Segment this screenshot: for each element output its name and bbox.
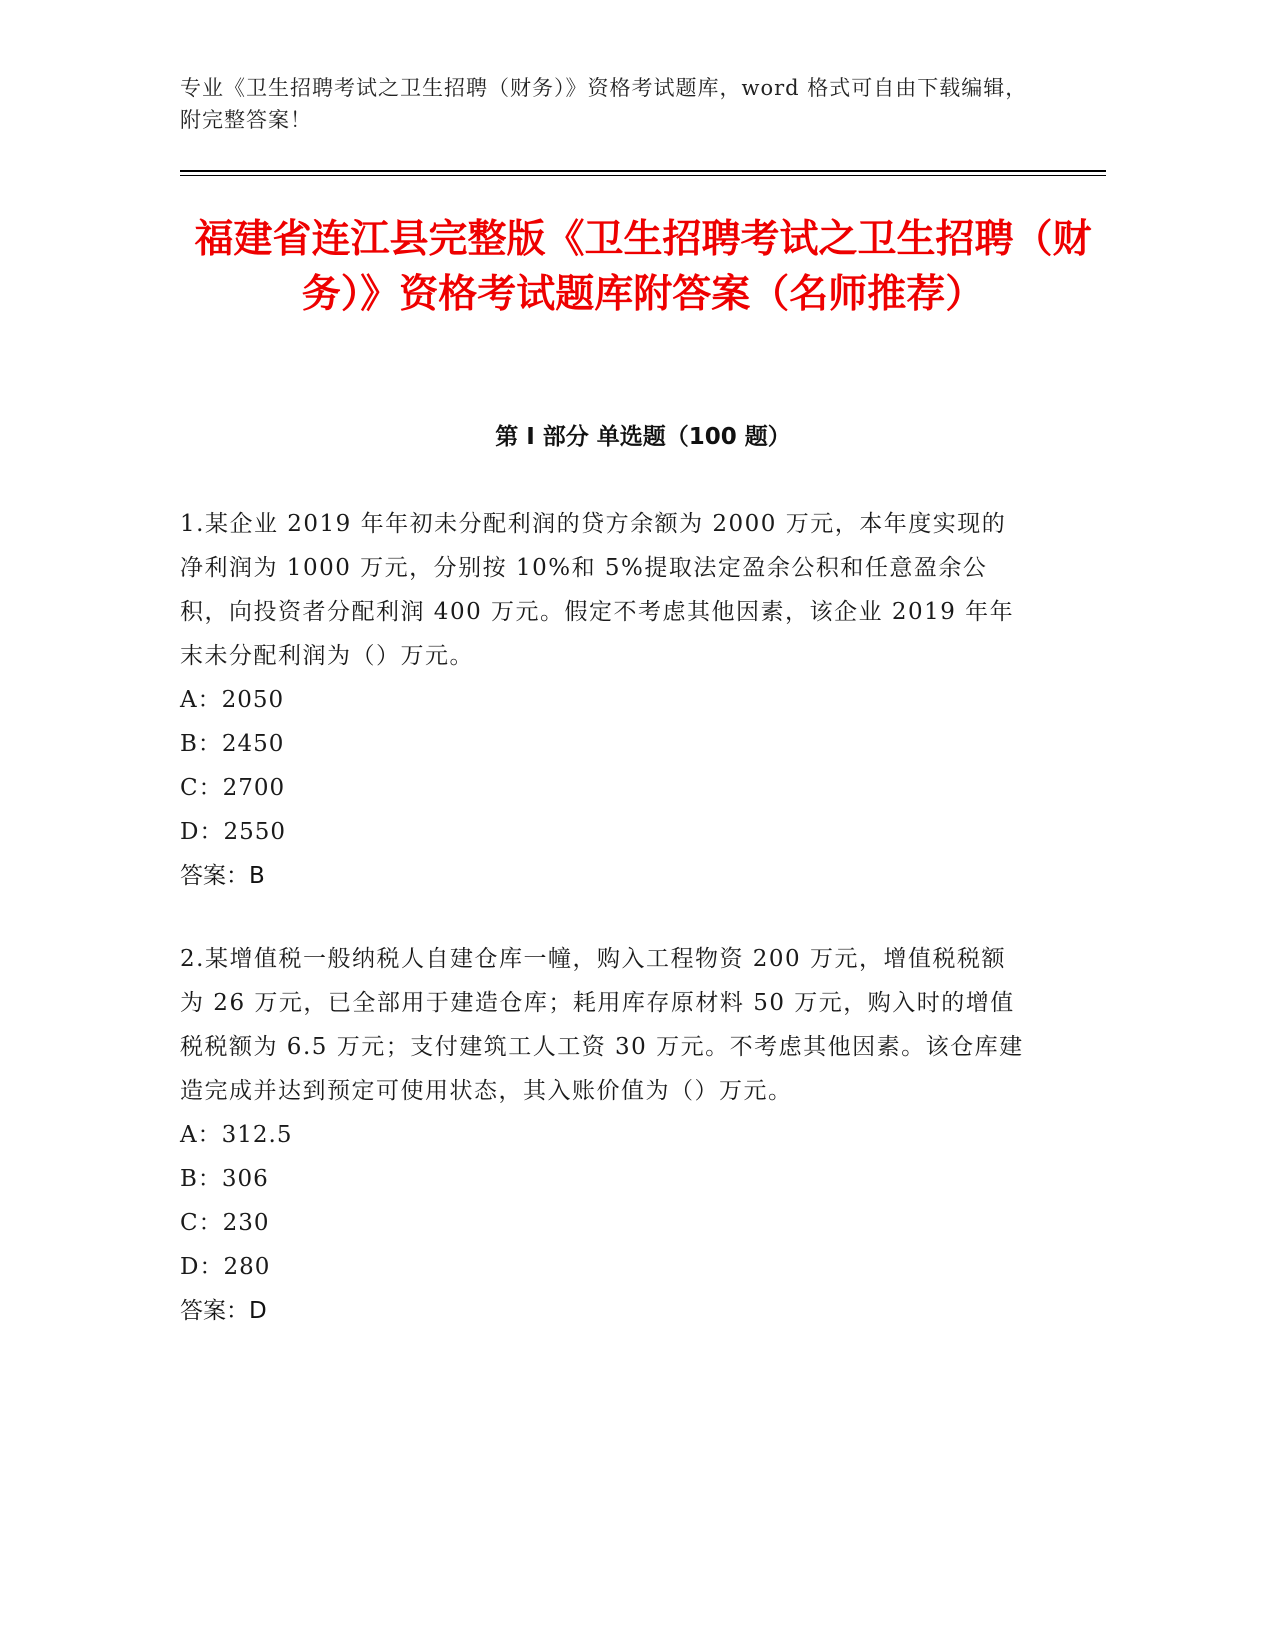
answer-line: 答案：D [180, 1298, 267, 1324]
question-text: 1.某企业 2019 年年初未分配利润的贷方余额为 2000 万元，本年度实现的净利润为 1000 万元，分别按 10%和 5%提取法定盈余公积和任意盈余公积，向投资者分配利润 400 万元。假定不考虑其他因素，该企业 2019 年年末未分配利润为（）万元。 [180, 511, 1015, 669]
option-c: C：230 [180, 1210, 270, 1236]
option-a: A：2050 [180, 687, 285, 713]
option-d: D：280 [180, 1254, 271, 1280]
option-b: B：306 [180, 1166, 269, 1192]
header-note: 专业《卫生招聘考试之卫生招聘（财务）》资格考试题库，word 格式可自由下载编辑，附完整答案！ [180, 76, 1028, 132]
header-divider-thick [180, 170, 1106, 172]
section-title: 第 I 部分 单选题（100 题） [495, 424, 791, 450]
header-divider-thin [180, 175, 1106, 176]
document-title: 福建省连江县完整版《卫生招聘考试之卫生招聘（财务）》资格考试题库附答案（名师推荐） [194, 217, 1092, 317]
answer-line: 答案：B [180, 863, 265, 889]
question-block [180, 502, 1030, 898]
option-d: D：2550 [180, 819, 286, 845]
option-b: B：2450 [180, 731, 285, 757]
option-a: A：312.5 [180, 1122, 293, 1148]
option-c: C：2700 [180, 775, 286, 801]
question-block [180, 937, 1030, 1333]
question-text: 2.某增值税一般纳税人自建仓库一幢，购入工程物资 200 万元，增值税税额为 26 万元，已全部用于建造仓库；耗用库存原材料 50 万元，购入时的增值税税额为 6.5 万元；支付建筑工人工资 30 万元。不考虑其他因素。该仓库建造完成并达到预定可使用状态，其入账价值为（）万元。 [180, 946, 1024, 1104]
